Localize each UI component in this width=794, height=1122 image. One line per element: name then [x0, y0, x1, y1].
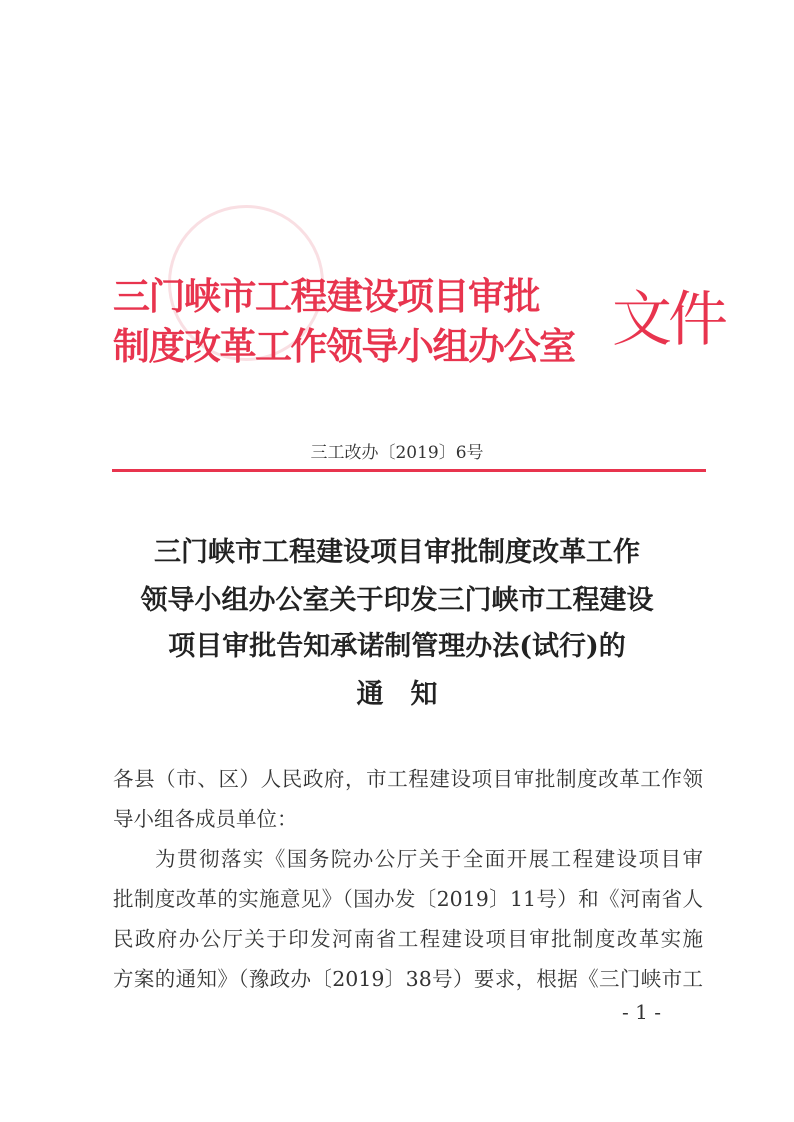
body-line: 方案的通知》（豫政办〔2019〕38号）要求，根据《三门峡市工 — [113, 967, 703, 991]
title-line: 领导小组办公室关于印发三门峡市工程建设 — [140, 585, 654, 616]
body-line: 导小组各成员单位： — [113, 807, 298, 831]
body-line: 为贯彻落实《国务院办公厅关于全面开展工程建设项目审 — [155, 847, 703, 871]
red-divider-line — [112, 469, 706, 472]
title-line: 三门峡市工程建设项目审批制度改革工作 — [154, 537, 640, 568]
body-line: 批制度改革的实施意见》（国办发〔2019〕11号）和《河南省人 — [113, 887, 703, 911]
document-type-label: 文件 — [612, 285, 724, 355]
body-line: 民政府办公厅关于印发河南省工程建设项目审批制度改革实施 — [113, 927, 703, 951]
document-number: 三工改办〔2019〕6号 — [310, 443, 484, 463]
body-line: 各县（市、区）人民政府，市工程建设项目审批制度改革工作领 — [113, 767, 703, 791]
page-number: - 1 - — [622, 1000, 661, 1024]
issuing-org-line-2: 制度改革工作领导小组办公室 — [113, 325, 575, 368]
title-line: 通 知 — [356, 679, 438, 710]
title-line: 项目审批告知承诺制管理办法(试行)的 — [168, 631, 626, 662]
issuing-org-line-1: 三门峡市工程建设项目审批 — [113, 275, 539, 318]
